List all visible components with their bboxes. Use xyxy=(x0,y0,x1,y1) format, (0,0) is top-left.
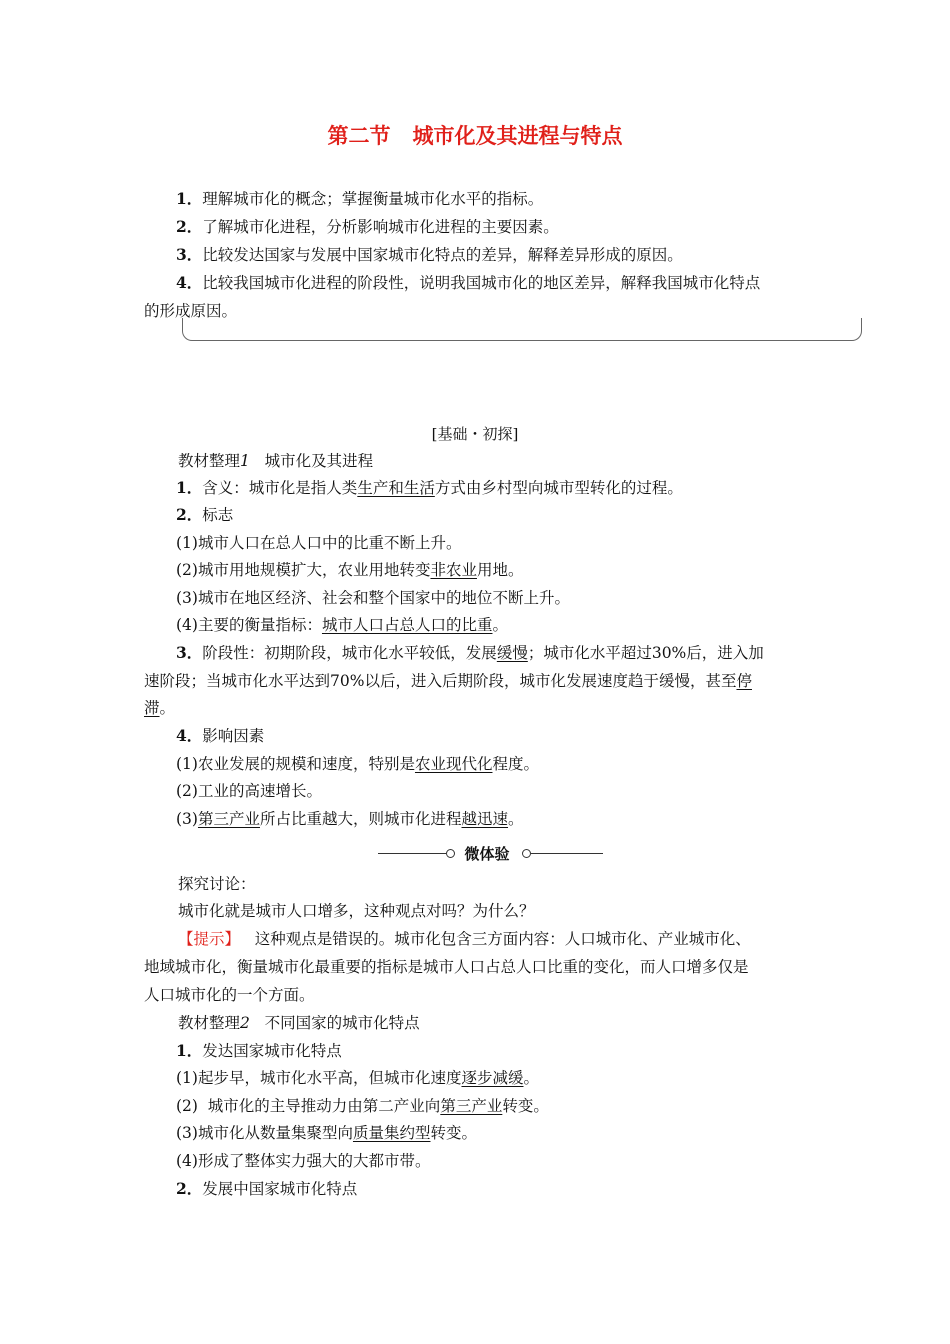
stages-line-2: 速阶段；当城市化水平达到70%以后，进入后期阶段，城市化发展速度趋于缓慢，甚至停 xyxy=(144,672,752,690)
factors-heading: 4．影响因素 xyxy=(176,726,265,745)
developing-heading: 2．发展中国家城市化特点 xyxy=(176,1179,358,1198)
weitiyan-heading: 微体验 xyxy=(464,845,510,863)
developed-1: (1)起步早，城市化水平高，但城市化速度逐步减缓。 xyxy=(176,1069,539,1087)
hint-line-2: 地域城市化，衡量城市化最重要的指标是城市人口占总人口比重的变化，而人口增多仅是 xyxy=(144,958,749,976)
definition: 1．含义：城市化是指人类生产和生活方式由乡村型向城市型转化的过程。 xyxy=(176,478,683,497)
mark-4: (4)主要的衡量指标：城市人口占总人口的比重。 xyxy=(176,616,508,634)
developed-heading: 1．发达国家城市化特点 xyxy=(176,1041,342,1060)
mark-2: (2)城市用地规模扩大，农业用地转变非农业用地。 xyxy=(176,561,524,579)
stages-line-1: 3．阶段性：初期阶段，城市化水平较低，发展缓慢；城市化水平超过30%后，进入加 xyxy=(176,643,764,662)
factor-3: (3)第三产业所占比重越大，则城市化进程越迅速。 xyxy=(176,810,524,828)
mark-3: (3)城市在地区经济、社会和整个国家中的地位不断上升。 xyxy=(176,589,570,607)
hint-line-3: 人口城市化的一个方面。 xyxy=(144,986,315,1004)
explore-label: 探究讨论： xyxy=(178,875,256,893)
section-header: [基础・初探] xyxy=(431,425,519,443)
stages-line-3: 滞。 xyxy=(144,699,176,717)
textbook-section-1: 教材整理1 城市化及其进程 xyxy=(178,452,374,470)
divider-left xyxy=(378,853,446,854)
question: 城市化就是城市人口增多，这种观点对吗？为什么？ xyxy=(178,902,535,920)
marks-heading: 2．标志 xyxy=(176,505,234,524)
developed-4: (4)形成了整体实力强大的大都市带。 xyxy=(176,1152,431,1170)
textbook-section-2: 教材整理2 不同国家的城市化特点 xyxy=(178,1014,420,1032)
page-title: 第二节 城市化及其进程与特点 xyxy=(327,124,623,148)
hint-line-1: 【提示】 这种观点是错误的。城市化包含三方面内容：人口城市化、产业城市化、 xyxy=(178,930,751,948)
factor-1: (1)农业发展的规模和速度，特别是农业现代化程度。 xyxy=(176,755,539,773)
divider-right xyxy=(531,853,603,854)
objective-3: 3．比较发达国家与发展中国家城市化特点的差异，解释差异形成的原因。 xyxy=(176,245,683,264)
objective-2: 2．了解城市化进程，分析影响城市化进程的主要因素。 xyxy=(176,217,559,236)
objectives-bracket xyxy=(182,318,862,341)
objective-1: 1．理解城市化的概念；掌握衡量城市化水平的指标。 xyxy=(176,189,544,208)
objective-4: 4．比较我国城市化进程的阶段性，说明我国城市化的地区差异，解释我国城市化特点 xyxy=(176,273,761,292)
divider-dot-right xyxy=(522,849,531,858)
developed-3: (3)城市化从数量集聚型向质量集约型转变。 xyxy=(176,1124,477,1142)
hint-label: 【提示】 xyxy=(178,930,241,948)
mark-1: (1)城市人口在总人口中的比重不断上升。 xyxy=(176,534,462,552)
factor-2: (2)工业的高速增长。 xyxy=(176,782,322,800)
objective-4-cont: 的形成原因。 xyxy=(144,302,238,320)
developed-2: (2) 城市化的主导推动力由第二产业向第三产业转变。 xyxy=(176,1097,549,1115)
